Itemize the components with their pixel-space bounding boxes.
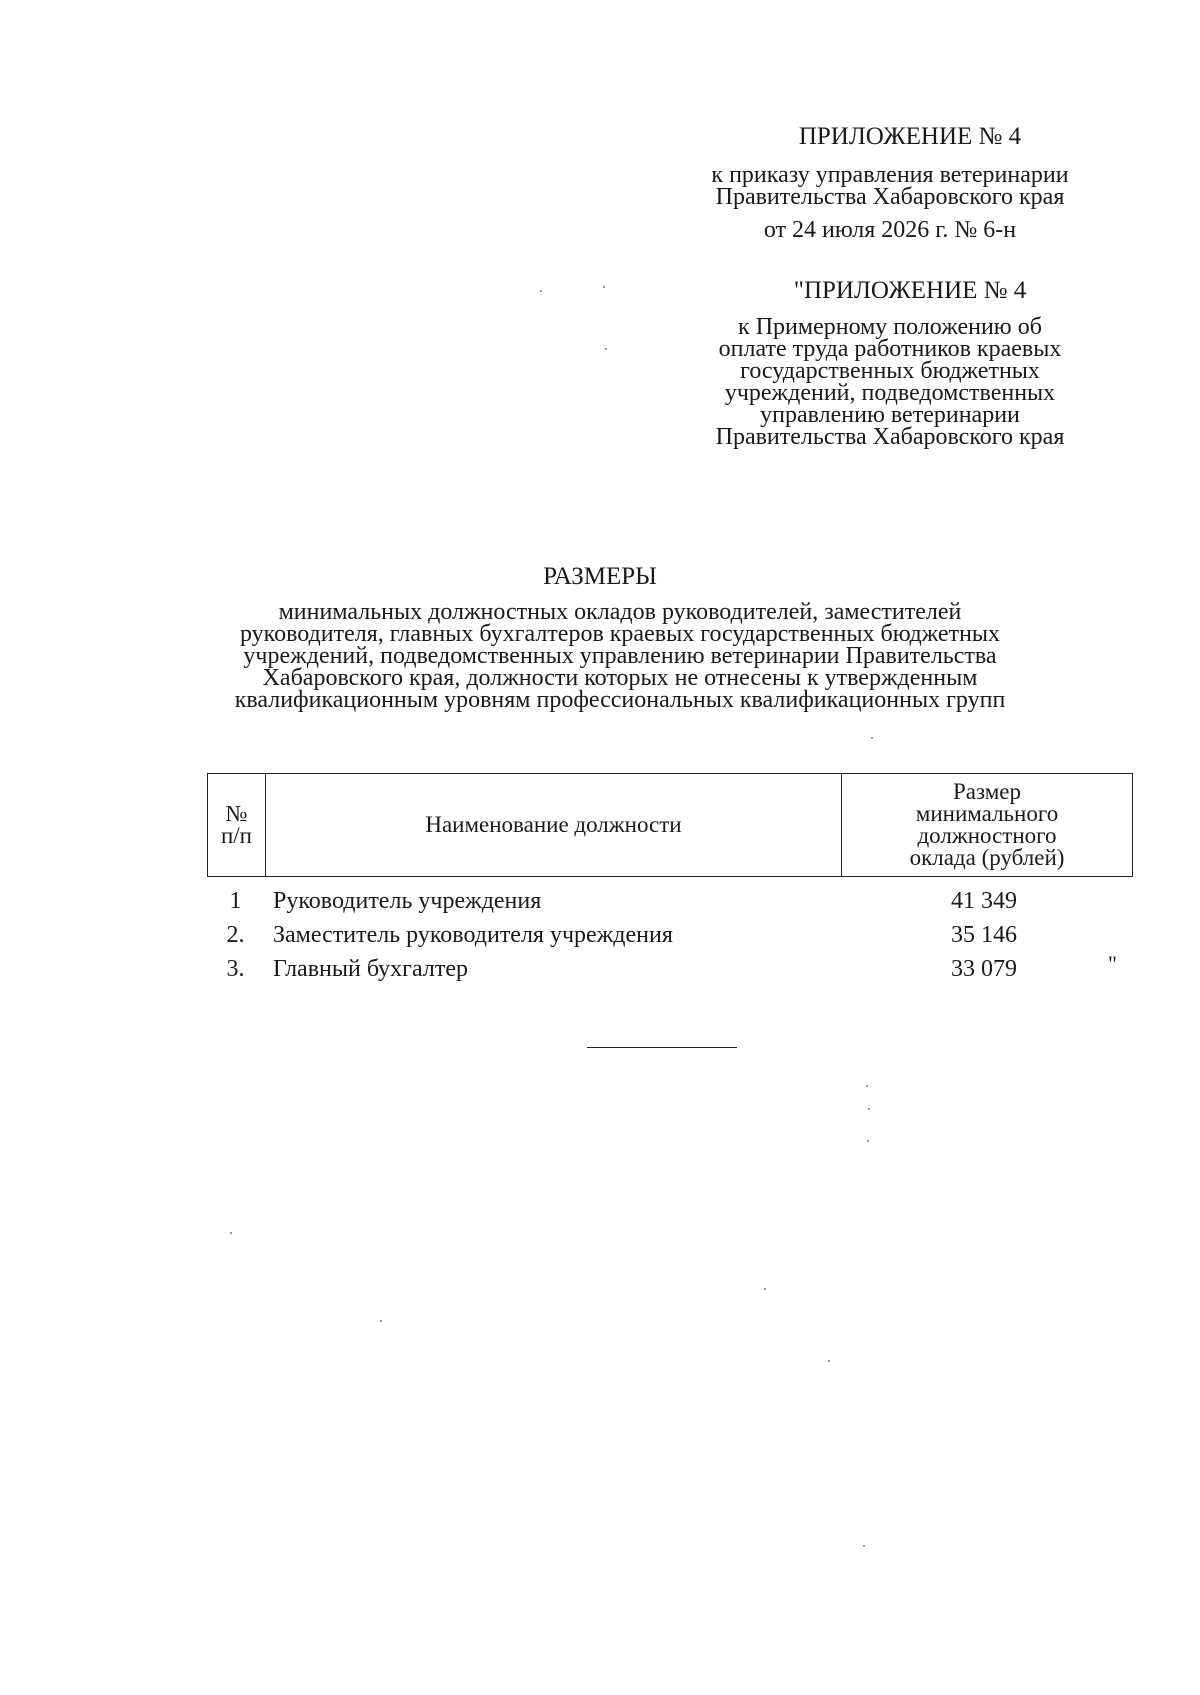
subtitle-line-1: минимальных должностных окладов руководителей, заместителей — [278, 599, 962, 625]
table-row — [207, 956, 1133, 990]
salary-table-header — [207, 773, 1133, 877]
appendix-regulation-line-4: учреждений, подведомственных — [724, 380, 1056, 406]
appendix-order-title: ПРИЛОЖЕНИЕ № 4 — [798, 123, 1022, 150]
table-row — [207, 922, 1133, 956]
scan-speck — [868, 1108, 870, 1110]
row-position: Главный бухгалтер — [273, 956, 468, 982]
appendix-order-date: от 24 июля 2026 г. № 6-н — [763, 217, 1017, 243]
subtitle-line-2: руководителя, главных бухгалтеров краевых государственных бюджетных — [239, 621, 1001, 647]
row-position: Руководитель учреждения — [273, 888, 542, 914]
scan-speck — [863, 1545, 865, 1547]
table-row — [207, 888, 1133, 922]
document-subtitle — [160, 601, 1080, 711]
end-separator-line — [587, 1047, 737, 1048]
header-position-cell: Наименование должности — [266, 774, 842, 877]
scan-speck — [866, 1085, 868, 1087]
scan-speck — [603, 286, 605, 288]
row-number: 1 — [229, 888, 242, 914]
scan-speck — [380, 1320, 382, 1322]
appendix-regulation-line-6: Правительства Хабаровского края — [715, 424, 1065, 450]
header-salary-line-1: Размер — [952, 779, 1022, 804]
subtitle-line-3: учреждений, подведомственных управлению ветеринарии Правительства — [243, 643, 997, 669]
appendix-regulation-line-2: оплате труда работников краевых — [718, 336, 1062, 362]
scan-speck — [540, 290, 542, 292]
subtitle-line-4: Хабаровского края, должности которых не отнесены к утвержденным — [262, 665, 978, 691]
scan-speck — [230, 1232, 232, 1234]
appendix-regulation-line-5: управлению ветеринарии — [760, 402, 1020, 428]
header-number-line-2: п/п — [220, 823, 252, 848]
header-number-line-1: № — [225, 801, 248, 826]
subtitle-line-5: квалификационным уровням профессиональных квалификационных групп — [234, 687, 1006, 713]
scan-speck — [867, 1140, 869, 1142]
scan-speck — [871, 737, 873, 739]
scan-speck — [605, 348, 607, 350]
document-title: РАЗМЕРЫ — [543, 563, 657, 590]
appendix-regulation-line-3: государственных бюджетных — [740, 358, 1040, 384]
row-salary: 41 349 — [951, 888, 1017, 914]
header-salary-cell — [842, 774, 1133, 877]
row-position: Заместитель руководителя учреждения — [273, 922, 673, 948]
appendix-regulation-text — [660, 316, 1120, 448]
header-salary-line-2: минимального — [915, 801, 1059, 826]
header-salary-line-3: должностного — [917, 823, 1057, 848]
row-number: 2. — [226, 922, 245, 948]
appendix-order-line-2: Правительства Хабаровского края — [715, 184, 1065, 210]
row-salary: 35 146 — [951, 922, 1017, 948]
scan-speck — [828, 1360, 830, 1362]
header-salary-line-4: оклада (рублей) — [909, 845, 1065, 870]
scan-speck — [764, 1288, 766, 1290]
row-number: 3. — [226, 956, 245, 982]
header-number-cell — [208, 774, 266, 877]
closing-quote: " — [1108, 951, 1117, 976]
appendix-regulation-title: "ПРИЛОЖЕНИЕ № 4 — [793, 277, 1027, 304]
row-salary: 33 079 — [951, 956, 1017, 982]
appendix-order-line-1: к приказу управления ветеринарии — [711, 162, 1069, 188]
appendix-regulation-line-1: к Примерному положению об — [738, 314, 1042, 340]
